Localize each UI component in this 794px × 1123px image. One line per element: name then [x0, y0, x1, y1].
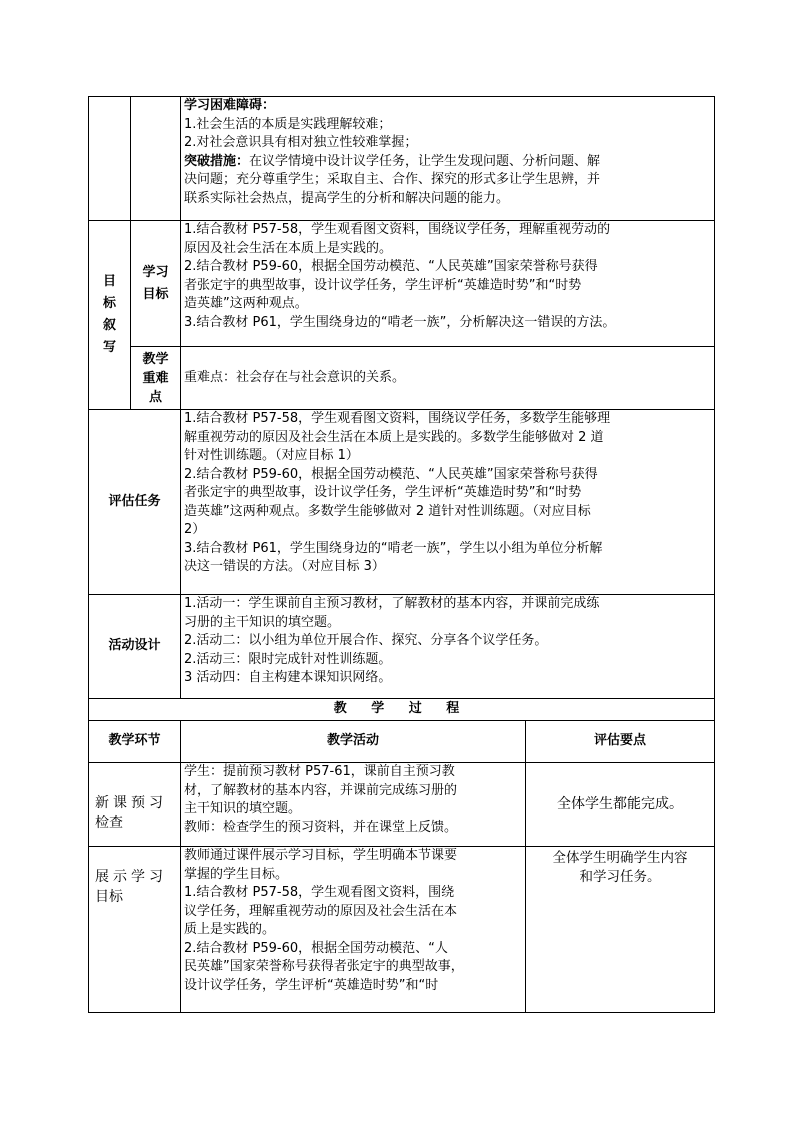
- activity-line: 2.活动二：以小组为单位开展合作、探究、分享各个议学任务。: [184, 633, 548, 648]
- activity-line: 习册的主干知识的填空题。: [184, 614, 341, 630]
- key-points-label: 教学 重难 点: [131, 347, 181, 410]
- assessment-line: 2.结合教材 P59-60，根据全国劳动模范、“人民英雄”国家荣誉称号获得: [184, 466, 598, 482]
- empty-cell: [89, 97, 131, 221]
- assessment-cell: [181, 410, 715, 595]
- table-row: [89, 763, 715, 847]
- learning-goals-row: [89, 221, 715, 347]
- goal-line: 者张定宇的典型故事，设计议学任务，学生评析“英雄造时势”和“时势: [184, 277, 582, 293]
- activities-cell: [181, 595, 715, 699]
- difficulties-heading: 学习困难障碍：: [184, 98, 276, 113]
- process-title: 教 学 过 程: [89, 699, 715, 721]
- assessment-header: 评估要点: [526, 721, 715, 763]
- activity-line: 3 活动四：自主构建本课知识网络。: [184, 670, 392, 685]
- activity-header: 教学活动: [181, 721, 526, 763]
- difficulty-item: 2.对社会意识具有相对独立性较难掌握；: [184, 135, 418, 150]
- assessment-line: 决这一错误的方法。（对应目标 3）: [184, 559, 385, 574]
- key-points-row: [89, 347, 715, 410]
- assessment-line: 3.结合教材 P61，学生围绕身边的“啃老一族”，学生以小组为单位分析解: [184, 540, 603, 556]
- assessment-line: 者张定宇的典型故事，设计议学任务，学生评析“英雄造时势”和“时势: [184, 485, 582, 500]
- assessment-point-cell: 全体学生都能完成。: [526, 763, 715, 847]
- assessment-row: [89, 410, 715, 595]
- stage-cell: 展示学习 目标: [89, 847, 181, 1013]
- process-header-row: [89, 721, 715, 763]
- stage-cell: 新课预习 检查: [89, 763, 181, 847]
- stage-header: 教学环节: [89, 721, 181, 763]
- empty-cell: [131, 97, 181, 221]
- measures-text: 联系实际社会热点，提高学生的分析和解决问题的能力。: [184, 190, 510, 206]
- assessment-line: 1.结合教材 P57-58，学生观看图文资料，围绕议学任务，多数学生能够理: [184, 411, 611, 426]
- key-points-cell: 重难点：社会存在与社会意识的关系。: [181, 347, 715, 410]
- measures-label: 突破措施：: [184, 153, 250, 169]
- activity-cell: 教师通过课件展示学习目标，学生明确本节课要 掌握的学生目标。 1.结合教材 P57-58，学生观看图文资料，围绕 议学任务，理解重视劳动的原因及社会生活在本 质上是实践的。 2.结合教材 P59-60，根据全国劳动模范、“人 民英雄”国家荣誉称号获得者张定宇的典型故事， 设计议学任务，学生评析“英雄造时势”和“时: [181, 847, 526, 1013]
- goals-side-label: 目 标 叙 写: [89, 221, 131, 410]
- measures-text: 决问题；充分尊重学生；采取自主、合作、探究的形式多让学生思辨，并: [184, 172, 601, 187]
- activity-line: 1.活动一：学生课前自主预习教材，了解教材的基本内容，并课前完成练: [184, 596, 600, 611]
- difficulties-row: [89, 97, 715, 221]
- difficulties-cell: [181, 97, 715, 221]
- table-row: [89, 847, 715, 1013]
- activity-line: 2.活动三：限时完成针对性训练题。: [184, 651, 392, 667]
- goal-line: 原因及社会生活在本质上是实践的。: [184, 240, 393, 256]
- learning-goals-label: 学习 目标: [131, 221, 181, 347]
- assessment-line: 针对性训练题。（对应目标 1）: [184, 448, 359, 463]
- measures-text: 在议学情境中设计议学任务，让学生发现问题、分析问题、解: [249, 153, 601, 169]
- goal-line: 3.结合教材 P61，学生围绕身边的“啃老一族”，分析解决这一错误的方法。: [184, 314, 616, 330]
- assessment-line: 解重视劳动的原因及社会生活在本质上是实践的。多数学生能够做对 2 道: [184, 429, 604, 445]
- goal-line: 1.结合教材 P57-58，学生观看图文资料，围绕议学任务，理解重视劳动的: [184, 222, 611, 237]
- process-title-row: [89, 699, 715, 721]
- goal-line: 造英雄”这两种观点。: [184, 296, 308, 311]
- assessment-line: 造英雄”这两种观点。多数学生能够做对 2 道针对性训练题。（对应目标: [184, 503, 591, 519]
- assessment-label: 评估任务: [89, 410, 181, 595]
- activities-label: 活动设计: [89, 595, 181, 699]
- lesson-plan-table: [88, 96, 715, 1013]
- difficulty-item: 1.社会生活的本质是实践理解较难；: [184, 116, 392, 132]
- activities-row: [89, 595, 715, 699]
- goal-line: 2.结合教材 P59-60，根据全国劳动模范、“人民英雄”国家荣誉称号获得: [184, 259, 598, 274]
- learning-goals-cell: [181, 221, 715, 347]
- activity-cell: 学生：提前预习教材 P57-61，课前自主预习教 材，了解教材的基本内容，并课前完成练习册的 主干知识的填空题。 教师：检查学生的预习资料，并在课堂上反馈。: [181, 763, 526, 847]
- assessment-line: 2）: [184, 522, 206, 537]
- assessment-point-cell: 全体学生明确学生内容 和学习任务。: [526, 847, 715, 1013]
